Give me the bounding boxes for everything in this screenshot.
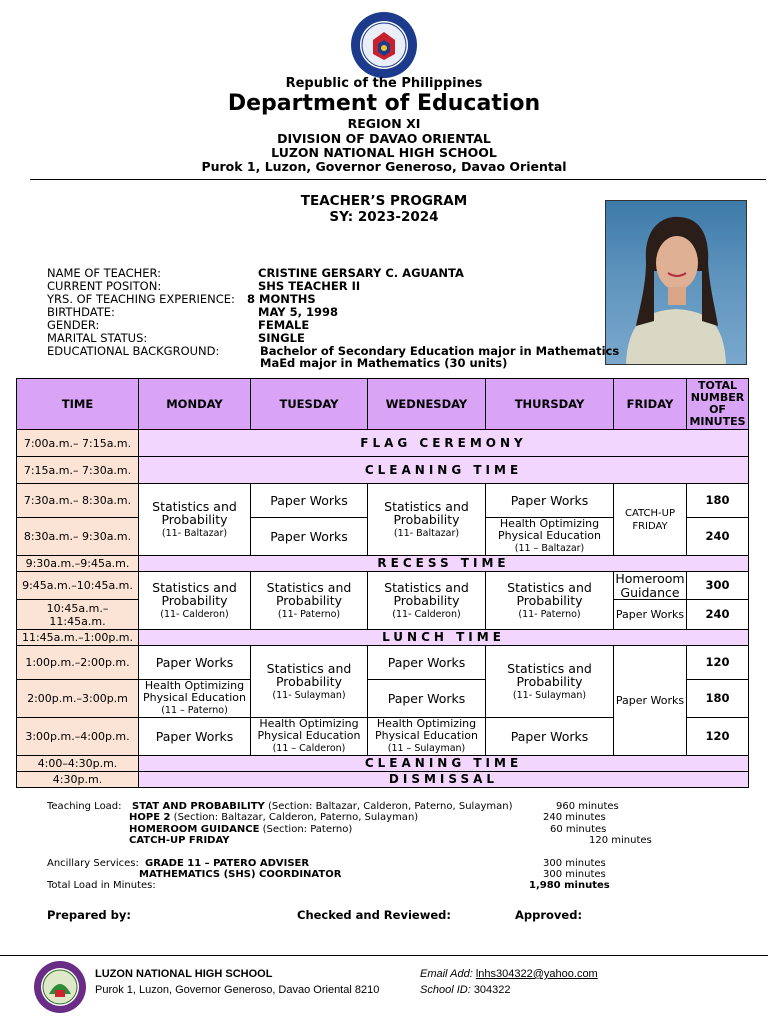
lunch-time-band: LUNCH TIME [139,630,749,646]
table-row [17,430,749,457]
checked-reviewed-label: Checked and Reviewed: [297,908,451,922]
birthdate-label: BIRTHDATE: [47,305,115,319]
subject-name: Statistics and Probability [266,660,352,689]
load-catchup-minutes: 120 minutes [589,835,652,846]
school-logo [33,960,87,1014]
subject-name: Paper Works [615,607,685,621]
subject-name: Health Optimizing Physical Education [257,717,361,742]
subject-cell [614,646,687,756]
table-row [17,572,749,600]
load-homeroom-minutes: 60 minutes [550,824,607,835]
table-row [17,484,749,518]
load-stat-name: STAT AND PROBABILITY [132,801,265,812]
load-homeroom-name: HOMEROOM GUIDANCE [129,824,260,835]
dismissal-band: DISMISSAL [139,772,749,788]
total-minutes: 120 [687,646,749,680]
subject-cell [486,572,614,630]
subject-name: Statistics and Probability [152,579,237,608]
subject-name: Health Optimizing Physical Education [374,717,478,742]
ancillary-coordinator: MATHEMATICS (SHS) COORDINATOR [139,869,342,880]
cleaning-time-band-afternoon: CLEANING TIME [139,756,749,772]
total-minutes: 180 [687,484,749,518]
subject-name: Paper Works [510,492,589,508]
subject-name: Health Optimizing Physical Education [142,679,246,704]
teacher-name: CRISTINE GERSARY C. AGUANTA [258,266,464,280]
section-name: (11- Sulayman) [272,689,346,701]
subject-name: Paper Works [270,528,348,544]
gender-label: GENDER: [47,318,100,332]
subject-cell [251,484,368,518]
republic-heading: Republic of the Philippines [285,76,483,91]
marital-label: MARITAL STATUS: [47,331,148,345]
subject-cell [486,484,614,518]
header-divider [30,179,766,180]
ancillary-label: Ancillary Services: [47,858,139,869]
section-name: (11 – Paterno) [161,705,228,716]
subject-name: Statistics and Probability [507,660,592,689]
header-total-minutes: TOTAL NUMBER OF MINUTES [687,379,749,430]
load-hope-line [129,812,418,824]
header-wednesday: WEDNESDAY [368,379,486,430]
load-catchup-name: CATCH-UP FRIDAY [129,835,230,846]
subject-cell [251,718,368,756]
subject-name: Paper Works [155,654,234,670]
ancillary-adviser: GRADE 11 – PATERO ADVISER [145,858,310,869]
subject-cell [614,572,687,600]
section-name: (11 – Sulayman) [387,743,466,754]
schedule-table [16,378,749,788]
subject-cell [251,646,368,718]
ancillary-coordinator-minutes: 300 minutes [543,869,606,880]
subject-cell [139,484,251,556]
school-year: SY: 2023-2024 [329,209,439,225]
teacher-photo [605,200,747,365]
time-cell: 3:00p.m.–4:00p.m. [17,718,139,756]
subject-name: Homeroom Guidance [615,571,685,600]
total-minutes: 240 [687,600,749,630]
table-header-row [17,379,749,430]
load-homeroom-line [129,824,352,836]
total-load-minutes: 1,980 minutes [529,880,610,891]
subject-name: Statistics and Probability [384,579,469,608]
time-cell: 8:30a.m.– 9:30a.m. [17,518,139,556]
table-row [17,630,749,646]
footer-school-address: Purok 1, Luzon, Governor Generoso, Davao Oriental 8210 [95,984,380,996]
section-name: (11- Sulayman) [512,689,587,701]
total-load-label: Total Load in Minutes: [47,880,156,891]
time-cell: 9:45a.m.–10:45a.m. [17,572,139,600]
header-monday: MONDAY [139,379,251,430]
header-thursday: THURSDAY [486,379,614,430]
teacher-experience: 8 MONTHS [247,292,316,306]
time-cell: 10:45a.m.– 11:45a.m. [17,600,139,630]
subject-name: Paper Works [387,654,466,670]
subject-name: Paper Works [270,492,348,508]
footer-divider [0,955,768,956]
subject-name: Statistics and Probability [507,579,592,608]
section-name: (11- Calderon) [392,608,461,620]
deped-seal-logo [349,10,419,80]
section-name: (11- Paterno) [277,608,341,620]
footer-email-line [420,966,598,983]
subject-cell [139,646,251,680]
subject-cell [368,646,486,680]
section-name: (11 – Calderon) [272,743,346,754]
subject-cell [368,484,486,556]
subject-name: Statistics and Probability [384,498,469,527]
catch-up-friday: CATCH-UP FRIDAY [624,507,676,532]
ancillary-adviser-minutes: 300 minutes [543,858,606,869]
division-heading: DIVISION OF DAVAO ORIENTAL [277,131,491,146]
subject-name: Health Optimizing Physical Education [497,517,601,542]
teacher-education-2: MaEd major in Mathematics (30 units) [260,356,508,370]
subject-name: Statistics and Probability [266,579,352,608]
flag-ceremony-band: FLAG CEREMONY [139,430,749,457]
subject-cell [368,680,486,718]
load-homeroom-sections: (Section: Paterno) [262,824,353,835]
subject-cell [486,518,614,556]
department-heading: Department of Education [227,91,541,116]
program-title: TEACHER’S PROGRAM [300,193,468,209]
load-stat-sections: (Section: Baltazar, Calderon, Paterno, Sulayman) [267,801,513,812]
subject-name: Paper Works [615,693,685,707]
load-hope-minutes: 240 minutes [543,812,606,823]
section-name: (11- Baltazar) [393,527,460,539]
teacher-education-1: Bachelor of Secondary Education major in Mathematics [260,344,620,358]
subject-cell [139,572,251,630]
table-row [17,457,749,484]
teacher-marital-status: SINGLE [258,331,305,345]
time-cell: 7:15a.m.– 7:30a.m. [17,457,139,484]
subject-cell [368,572,486,630]
time-cell: 9:30a.m.–9:45a.m. [17,556,139,572]
header-tuesday: TUESDAY [251,379,368,430]
subject-cell [368,718,486,756]
load-stat-minutes: 960 minutes [556,801,619,812]
load-stat-line [132,801,513,813]
subject-name: Statistics and Probability [152,498,237,527]
subject-cell [614,484,687,556]
teacher-gender: FEMALE [258,318,310,332]
time-cell: 4:00–4:30p.m. [17,756,139,772]
teaching-load-label: Teaching Load: [47,801,122,812]
total-minutes: 120 [687,718,749,756]
recess-time-band: RECESS TIME [139,556,749,572]
experience-label: YRS. OF TEACHING EXPERIENCE: [47,292,235,306]
time-cell: 1:00p.m.–2:00p.m. [17,646,139,680]
load-hope-sections: (Section: Baltazar, Calderon, Paterno, Sulayman) [173,812,419,823]
table-row [17,556,749,572]
subject-cell [251,572,368,630]
time-cell: 7:30a.m.– 8:30a.m. [17,484,139,518]
table-row [17,756,749,772]
prepared-by-label: Prepared by: [47,908,131,922]
time-cell: 2:00p.m.–3:00p.m [17,680,139,718]
header-time: TIME [17,379,139,430]
subject-name: Paper Works [155,728,234,744]
section-name: (11- Paterno) [518,608,581,620]
subject-cell [251,518,368,556]
education-label: EDUCATIONAL BACKGROUND: [47,344,220,358]
footer-id-label: School ID: [420,984,471,996]
footer-school-name: LUZON NATIONAL HIGH SCHOOL [95,968,273,980]
footer-id-value: 304322 [473,984,511,996]
section-name: (11- Baltazar) [161,527,228,539]
name-label: NAME OF TEACHER: [47,266,162,280]
subject-name: Paper Works [387,690,466,706]
region-heading: REGION XI [347,116,421,131]
section-name: (11- Calderon) [160,608,229,620]
teacher-position: SHS TEACHER II [258,279,361,293]
subject-cell [614,600,687,630]
time-cell: 7:00a.m.– 7:15a.m. [17,430,139,457]
load-hope-name: HOPE 2 [129,812,171,823]
subject-cell [139,718,251,756]
school-heading: LUZON NATIONAL HIGH SCHOOL [271,145,497,160]
footer-email-link[interactable]: lnhs304322@yahoo.com [475,968,598,980]
subject-name: Paper Works [510,728,589,744]
footer-email-label: Email Add: [420,968,473,980]
time-cell: 4:30p.m. [17,772,139,788]
footer-id-line [420,982,511,999]
total-minutes: 240 [687,518,749,556]
time-cell: 11:45a.m.–1:00p.m. [17,630,139,646]
subject-cell [486,718,614,756]
school-address: Purok 1, Luzon, Governor Generoso, Davao Oriental [201,159,567,174]
section-name: (11 – Baltazar) [514,543,585,554]
approved-label: Approved: [515,908,583,922]
table-row [17,772,749,788]
cleaning-time-band: CLEANING TIME [139,457,749,484]
total-minutes: 300 [687,572,749,600]
table-row [17,646,749,680]
teacher-birthdate: MAY 5, 1998 [258,305,338,319]
total-minutes: 180 [687,680,749,718]
header-friday: FRIDAY [614,379,687,430]
position-label: CURRENT POSITON: [47,279,162,293]
subject-cell [139,680,251,718]
subject-cell [486,646,614,718]
